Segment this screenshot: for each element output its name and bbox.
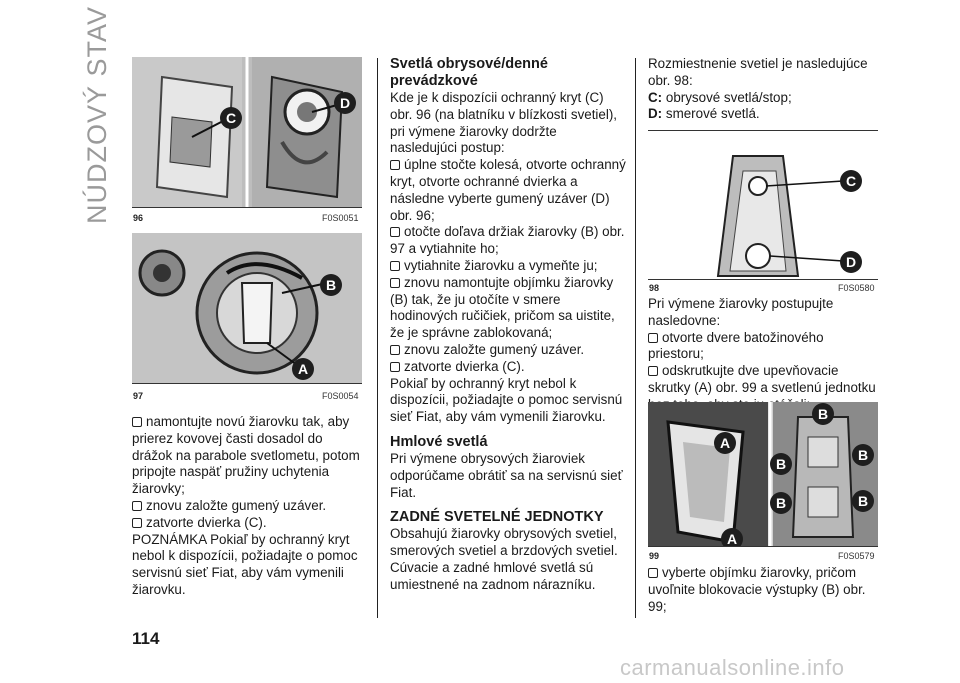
paragraph: Pokiaľ by ochranný kryt nebol k dispozícii, požiadajte o pomoc servisnú sieť Fiat, aby vám vymenili žiarovku. (390, 375, 623, 425)
figure-label-d: D (840, 251, 862, 273)
figure-label-c: C (840, 170, 862, 192)
figure-label-b: B (852, 444, 874, 466)
figure-99-code: F0S0579 (838, 551, 875, 561)
checkbox-bullet-icon (132, 501, 142, 511)
figure-98-number: 98 (649, 283, 660, 293)
figure-96-illustration (132, 57, 362, 207)
checkbox-bullet-icon (132, 518, 142, 528)
checkbox-bullet-icon (390, 160, 400, 170)
column2-text (390, 56, 626, 594)
figure-label-a: A (721, 528, 743, 547)
checkbox-bullet-icon (390, 278, 400, 288)
list-item: otočte doľava držiak žiarovky (B) obr. 97 a vytiahnite ho; (390, 224, 625, 257)
heading-position-lights: Svetlá obrysové/denné prevádzkové (390, 56, 548, 89)
paragraph: Obsahujú žiarovky obrysových svetiel, smerových svetiel a brzdových svetiel. Cúvacie a zadné hmlové svetlá sú umiestnené na zadnom nárazníku. (390, 526, 618, 592)
figure-97-number: 97 (133, 391, 144, 401)
figure-97-code: F0S0054 (322, 391, 359, 401)
list-item: odskrutkujte dve upevňovacie skrutky (A) obr. 99 a svetlenú jednotku (648, 363, 876, 395)
list-item: znovu založte gumený uzáver. (132, 498, 364, 515)
page-number: 114 (132, 629, 160, 648)
column1-text (132, 414, 364, 599)
watermark: carmanualsonline.info (620, 655, 845, 680)
heading-rear-light-units: ZADNÉ SVETELNÉ JEDNOTKY (390, 509, 604, 526)
figure-label-a: A (714, 432, 736, 454)
paragraph: Pri výmene žiarovky postupujte nasledovne: (648, 296, 834, 328)
list-item: úplne stočte kolesá, otvorte ochranný kryt, otvorte ochranné dvierka a následne vyberte gumený uzáver (D) obr. 96; (390, 157, 626, 223)
figure-96 (132, 57, 362, 208)
column3-text-top (648, 56, 878, 123)
list-item: vyberte objímku žiarovky, pričom uvoľnite blokovacie výstupky (B) obr. 99; (648, 565, 866, 614)
figure-99-number: 99 (649, 551, 660, 561)
legend-item: C: obrysové svetlá/stop; (648, 89, 792, 105)
column3-text-mid (648, 296, 880, 414)
figure-label-b: B (770, 492, 792, 514)
figure-label-b: B (320, 274, 342, 296)
list-item: znovu namontujte objímku žiarovky (B) tak, že ju otočíte v smere hodinových ručičiek, pričom sa uistite, že je správne zablokovaná; (390, 274, 615, 341)
figure-label-d: D (334, 92, 356, 114)
checkbox-bullet-icon (648, 568, 658, 578)
figure-96-code: F0S0051 (322, 213, 359, 223)
figure-98 (648, 130, 878, 280)
list-item: namontujte novú žiarovku tak, aby prierez kovovej časti dosadol do drážok na parabole svetlometu, potom pripojte naspäť pružiny uchytenia žiarovky; (132, 414, 360, 497)
section-side-title: NÚDZOVÝ STAV (82, 5, 112, 224)
figure-label-b: B (812, 403, 834, 425)
checkbox-bullet-icon (390, 362, 400, 372)
list-item: znovu založte gumený uzáver. (390, 342, 626, 359)
heading-fog-lights: Hmlové svetlá (390, 433, 488, 450)
legend-item: D: smerové svetlá. (648, 106, 760, 122)
list-item: vytiahnite žiarovku a vymeňte ju; (390, 258, 626, 275)
figure-96-number: 96 (133, 213, 144, 223)
figure-98-code: F0S0580 (838, 283, 875, 293)
list-item: zatvorte dvierka (C). (390, 359, 626, 376)
figure-99-illustration (648, 402, 878, 546)
figure-97-illustration (132, 233, 362, 383)
figure-label-a: A (292, 358, 314, 380)
checkbox-bullet-icon (390, 261, 400, 271)
figure-97 (132, 233, 362, 384)
figure-label-b: B (770, 453, 792, 475)
checkbox-bullet-icon (390, 227, 400, 237)
column-divider (635, 58, 636, 618)
paragraph: Pri výmene obrysových žiaroviek odporúčame obrátiť sa na servisnú sieť Fiat. (390, 450, 623, 500)
list-item: otvorte dvere batožinového priestoru; (648, 329, 824, 362)
column-divider (377, 58, 378, 618)
figure-label-b: B (852, 490, 874, 512)
figure-99 (648, 402, 878, 547)
checkbox-bullet-icon (648, 366, 658, 376)
note-paragraph: POZNÁMKA Pokiaľ by ochranný kryt nebol k dispozícii, požiadajte o pomoc servisnú sieť Fiat, aby vám vymenili žiarovku. (132, 531, 358, 597)
checkbox-bullet-icon (132, 417, 142, 427)
column3-text-bottom (648, 565, 880, 615)
figure-label-c: C (220, 107, 242, 129)
intro-paragraph: Kde je k dispozícii ochranný kryt (C) obr. 96 (na blatníku v blízkosti svetiel), pri výmene žiarovky dodržte nasledujúci postup: (390, 90, 618, 156)
checkbox-bullet-icon (390, 345, 400, 355)
checkbox-bullet-icon (648, 333, 658, 343)
intro-paragraph: Rozmiestnenie svetiel je nasledujúce obr. 98: (648, 56, 868, 88)
list-item: zatvorte dvierka (C). (132, 515, 364, 532)
